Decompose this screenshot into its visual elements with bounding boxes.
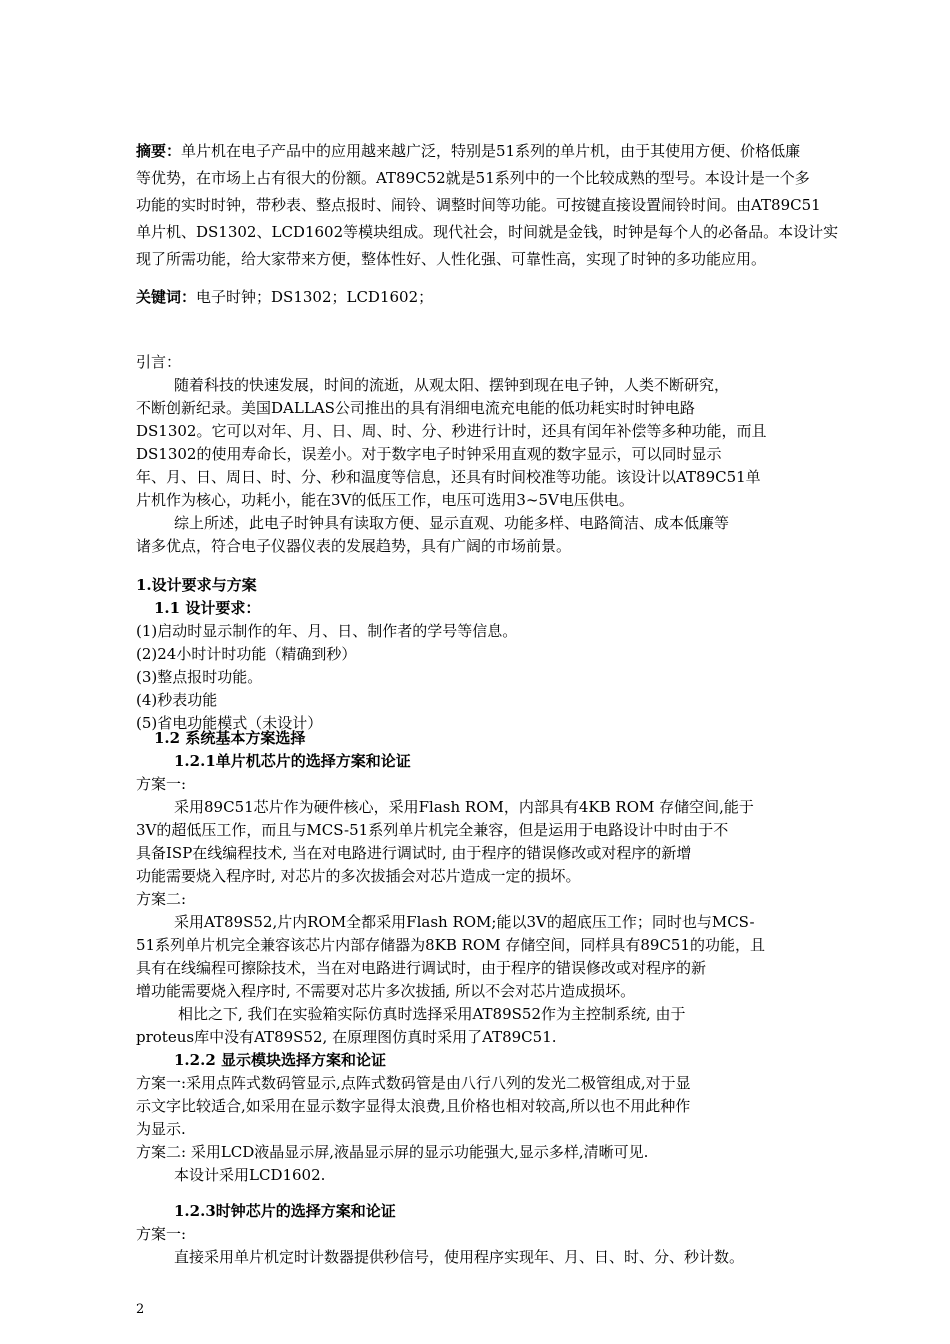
keywords-text: 电子时钟；DS1302；LCD1602； [196,288,434,306]
intro-line-5: 年、月、日、周日、时、分、秒和温度等信息，还具有时间校准等功能。该设计以AT89C51单 [136,468,761,486]
s123-option1-label: 方案一: [136,1225,187,1243]
page-number: 2 [136,1302,145,1317]
intro-line-4: DS1302的使用寿命长，误差小。对于数字电子时钟采用直观的数字显示，可以同时显示 [136,445,722,463]
s121-option1-line-4: 功能需要烧入程序时, 对芯片的多次拔插会对芯片造成一定的损坏。 [136,867,581,885]
intro-line-8: 诸多优点，符合电子仪器仪表的发展趋势，具有广阔的市场前景。 [136,537,572,555]
requirement-4: (4)秒表功能 [136,691,218,709]
s121-option2-line-3: 具有在线编程可擦除技术，当在对电路进行调试时，由于程序的错误修改或对程序的新 [136,959,707,977]
s122-line-2: 示文字比较适合,如采用在显示数字显得太浪费,且价格也相对较高,所以也不用此种作 [136,1097,691,1115]
section-1-1-title: 1.1 设计要求： [154,599,261,617]
section-1-title: 1.设计要求与方案 [136,576,257,594]
keywords-line [136,286,433,308]
section-1-2-2-title: 1.2.2 显示模块选择方案和论证 [174,1051,386,1069]
abstract-line-5: 现了所需功能，给大家带来方便，整体性好、人性化强、可靠性高，实现了时钟的多功能应用。 [136,250,767,268]
s122-line-3: 为显示. [136,1120,186,1138]
intro-line-6: 片机作为核心，功耗小，能在3V的低压工作，电压可选用3~5V电压供电。 [136,491,634,509]
s121-option1-line-2: 3V的超低压工作，而且与MCS-51系列单片机完全兼容，但是运用于电路设计中时由于不 [136,821,729,839]
abstract-line-2: 等优势，在市场上占有很大的份额。AT89C52就是51系列中的一个比较成熟的型号。本设计是一个多 [136,169,810,187]
intro-line-2: 不断创新纪录。美国DALLAS公司推出的具有涓细电流充电能的低功耗实时时钟电路 [136,399,695,417]
section-1-2-3-title: 1.2.3时钟芯片的选择方案和论证 [174,1202,396,1220]
s121-compare-line-2: proteus库中没有AT89S52, 在原理图仿真时采用了AT89C51. [136,1028,557,1046]
intro-line-3: DS1302。它可以对年、月、日、周、时、分、秒进行计时，还具有闰年补偿等多种功能，而且 [136,422,767,440]
s121-option1-line-3: 具备ISP在线编程技术, 当在对电路进行调试时, 由于程序的错误修改或对程序的新增 [136,844,692,862]
s122-conclusion: 本设计采用LCD1602. [174,1166,326,1184]
s121-option2-line-1: 采用AT89S52,片内ROM全都采用Flash ROM;能以3V的超底压工作；同时也与MCS- [174,913,755,931]
s123-option1-line: 直接采用单片机定时计数器提供秒信号，使用程序实现年、月、日、时、分、秒计数。 [174,1248,745,1266]
s121-option2-line-2: 51系列单片机完全兼容该芯片内部存储器为8KB ROM 存储空间，同样具有89C51的功能，且 [136,936,765,954]
requirement-3: (3)整点报时功能。 [136,668,263,686]
s121-option2-label: 方案二: [136,890,187,908]
keywords-label: 关键词： [136,288,197,306]
abstract-line-4: 单片机、DS1302、LCD1602等模块组成。现代社会，时间就是金钱，时钟是每个人的必备品。本设计实 [136,223,839,241]
abstract-line-3: 功能的实时时钟，带秒表、整点报时、闹铃、调整时间等功能。可按键直接设置闹铃时间。由AT89C51 [136,196,821,214]
s121-option2-line-4: 增功能需要烧入程序时, 不需要对芯片多次拔插, 所以不会对芯片造成损坏。 [136,982,636,1000]
intro-line-7: 综上所述，此电子时钟具有读取方便、显示直观、功能多样、电路简洁、成本低廉等 [174,514,730,532]
s122-line-4: 方案二: 采用LCD液晶显示屏,液晶显示屏的显示功能强大,显示多样,清晰可见. [136,1143,649,1161]
intro-heading: 引言： [136,353,182,371]
requirement-2: (2)24小时计时功能（精确到秒） [136,645,357,663]
s121-option1-line-1: 采用89C51芯片作为硬件核心，采用Flash ROM，内部具有4KB ROM 存储空间,能于 [174,798,754,816]
section-1-2-title: 1.2 系统基本方案选择 [154,729,306,747]
s121-option1-label: 方案一: [136,775,187,793]
abstract-label: 摘要： [136,142,182,160]
section-1-2-1-title: 1.2.1单片机芯片的选择方案和论证 [174,752,411,770]
abstract-line-1: 摘要：单片机在电子产品中的应用越来越广泛，特别是51系列的单片机，由于其使用方便、价格低廉 [136,142,801,160]
s122-line-1: 方案一:采用点阵式数码管显示,点阵式数码管是由八行八列的发光二极管组成,对于显 [136,1074,691,1092]
intro-line-1: 随着科技的快速发展，时间的流逝，从观太阳、摆钟到现在电子钟，人类不断研究， [174,376,730,394]
s121-compare-line-1: 相比之下, 我们在实验箱实际仿真时选择采用AT89S52作为主控制系统, 由于 [178,1005,686,1023]
requirement-5: (5)省电功能模式（未设计） [136,714,323,732]
requirement-1: (1)启动时显示制作的年、月、日、制作者的学号等信息。 [136,622,518,640]
